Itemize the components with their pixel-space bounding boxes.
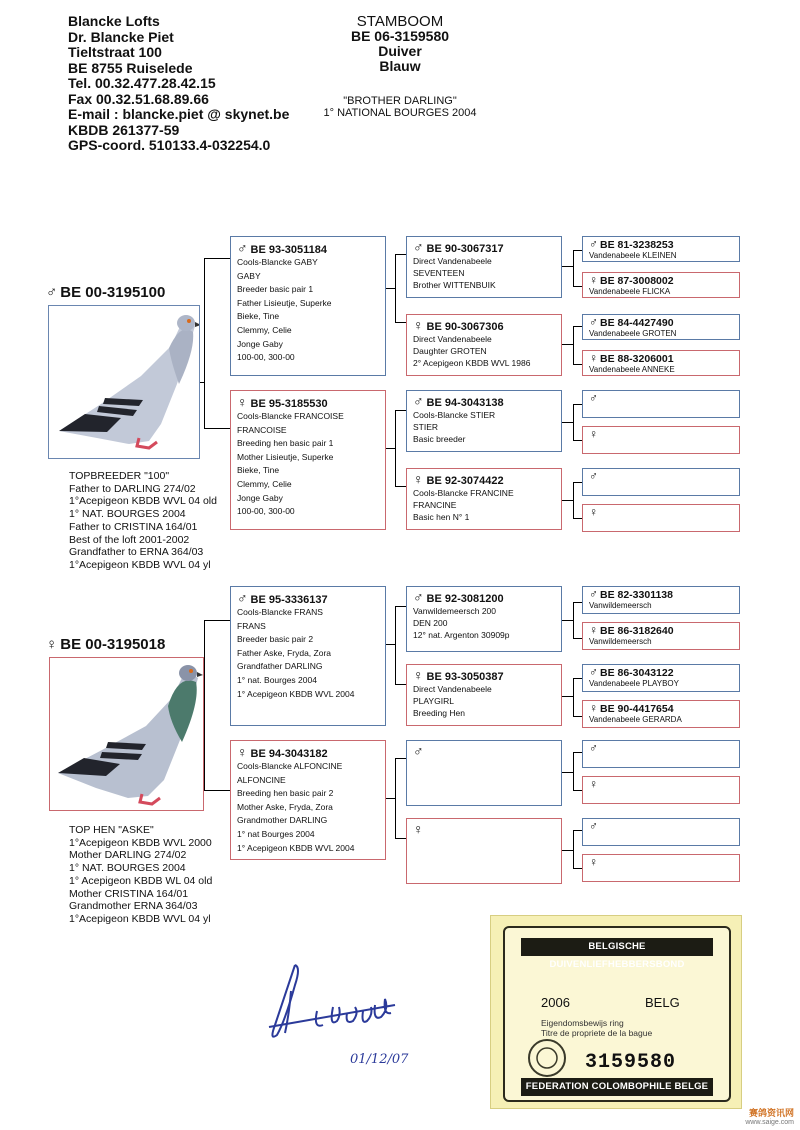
box-ring: BE 93-3050387 xyxy=(426,671,504,683)
box-ring: BE 94-3043138 xyxy=(426,397,504,409)
box-line: FRANCINE xyxy=(413,500,457,510)
box-line: Mother Aske, Fryda, Zora xyxy=(237,801,333,812)
certificate-owner-label: Eigendomsbewijs ring xyxy=(541,1018,624,1028)
pedigree-box-sire-sire xyxy=(230,236,386,376)
pedigree-box-ddss-empty xyxy=(582,740,740,768)
box-line: Cools-Blancke GABY xyxy=(237,257,318,267)
doc-title: STAMBOOM xyxy=(356,13,444,30)
connector xyxy=(395,758,396,838)
male-symbol-icon: ♂ xyxy=(589,741,598,755)
box-line: Vandenabeele ANNEKE xyxy=(589,365,675,374)
connector xyxy=(562,500,573,501)
certificate-ring-number: 3159580 xyxy=(585,1051,677,1074)
box-line: DEN 200 xyxy=(413,618,448,628)
male-symbol-icon: ♂ xyxy=(237,590,248,606)
box-line: Cools-Blancke FRANS xyxy=(237,607,323,617)
connector xyxy=(395,254,396,322)
female-symbol-icon: ♀ xyxy=(413,317,424,333)
box-line: Clemmy, Celie xyxy=(237,478,292,489)
connector xyxy=(573,286,582,287)
note-line: 1°Acepigeon KBDB WVL 04 yl xyxy=(69,558,211,571)
owner-line: Tel. 00.32.477.28.42.15 xyxy=(68,75,216,91)
pedigree-box-sire-dam xyxy=(230,390,386,530)
connector xyxy=(386,798,395,799)
sire-ring-text: BE 00-3195100 xyxy=(60,284,166,301)
box-line: Vandenabeele GROTEN xyxy=(589,329,677,338)
male-symbol-icon: ♂ xyxy=(237,240,248,256)
box-line: Clemmy, Celie xyxy=(237,324,292,335)
connector xyxy=(204,258,205,428)
pedigree-box-sss xyxy=(406,236,562,298)
box-ring: BE 86-3182640 xyxy=(600,625,674,637)
box-line: Basic breeder xyxy=(413,434,466,444)
box-ring: BE 90-4417654 xyxy=(600,703,674,715)
box-line: Breeder basic pair 1 xyxy=(237,284,314,295)
pedigree-box-dds-empty xyxy=(406,740,562,806)
pedigree-box-sdds-empty xyxy=(582,468,740,496)
female-symbol-icon: ♀ xyxy=(589,505,598,519)
box-line: 2° Acepigeon KBDB WVL 1986 xyxy=(413,358,531,368)
pedigree-box-dsdd xyxy=(582,700,740,728)
connector xyxy=(562,696,573,697)
box-line: 100-00, 300-00 xyxy=(237,506,295,517)
box-line: Breeding hen basic pair 2 xyxy=(237,788,334,799)
pedigree-box-ssds xyxy=(582,314,740,340)
box-line: Cools-Blancke FRANCOISE xyxy=(237,411,344,421)
connector xyxy=(573,518,582,519)
connector xyxy=(204,790,230,791)
note-line: TOPBREEDER "100" xyxy=(69,470,170,482)
box-line: Daughter GROTEN xyxy=(413,346,487,356)
dam-photo xyxy=(49,657,204,811)
pedigree-box-sddd-empty xyxy=(582,504,740,532)
owner-line: Dr. Blancke Piet xyxy=(68,28,174,45)
female-symbol-icon: ♀ xyxy=(589,351,598,365)
note-line: Grandmother ERNA 364/03 xyxy=(69,900,198,913)
male-symbol-icon: ♂ xyxy=(413,393,424,409)
subject-color: Blauw xyxy=(379,58,421,74)
box-line: Mother Lisieutje, Superke xyxy=(237,451,334,462)
connector xyxy=(395,486,406,487)
male-symbol-icon: ♂ xyxy=(589,587,598,601)
owner-line: BE 8755 Ruiselede xyxy=(68,59,193,76)
female-symbol-icon: ♀ xyxy=(589,777,598,791)
connector xyxy=(562,772,573,773)
box-ring: BE 87-3008002 xyxy=(600,275,674,287)
note-line: Mother DARLING 274/02 xyxy=(69,849,187,862)
connector xyxy=(573,482,582,483)
connector xyxy=(573,830,582,831)
box-line: STIER xyxy=(413,422,439,432)
connector xyxy=(573,830,574,868)
pedigree-box-sssd xyxy=(582,272,740,298)
male-symbol-icon: ♂ xyxy=(589,315,598,329)
connector xyxy=(562,422,573,423)
female-symbol-icon: ♀ xyxy=(589,701,598,715)
pedigree-box-dsd xyxy=(406,664,562,726)
female-symbol-icon: ♀ xyxy=(589,427,598,441)
subject-sex: Duiver xyxy=(378,43,422,59)
certificate-header: BELGISCHE DUIVENLIEFHEBBERSBOND xyxy=(521,938,713,956)
note-line: Father to DARLING 274/02 xyxy=(69,482,196,495)
box-ring: BE 81-3238253 xyxy=(600,239,674,251)
emblem-icon xyxy=(527,1038,567,1078)
box-line: 12° nat. Argenton 30909p xyxy=(413,630,510,640)
box-ring: BE 90-3067317 xyxy=(426,243,504,255)
pedigree-box-sdss-empty xyxy=(582,390,740,418)
box-line: FRANS xyxy=(237,620,266,631)
pedigree-box-sdd xyxy=(406,468,562,530)
watermark-text: 赛鸽资讯网 xyxy=(748,1108,794,1118)
pigeon-icon xyxy=(50,658,203,810)
note-line: 1°Acepigeon KBDB WVL 04 yl xyxy=(69,912,211,925)
box-line: Jonge Gaby xyxy=(237,492,283,503)
dam-notes xyxy=(69,824,212,926)
box-line: PLAYGIRL xyxy=(413,696,454,706)
female-symbol-icon: ♀ xyxy=(413,821,424,837)
connector xyxy=(562,266,573,267)
female-symbol-icon: ♀ xyxy=(46,636,58,653)
subject-nickname: "BROTHER DARLING" xyxy=(343,95,457,107)
connector xyxy=(573,482,574,518)
title-block xyxy=(300,14,500,74)
box-line: 1° Acepigeon KBDB WVL 2004 xyxy=(237,688,355,699)
male-symbol-icon: ♂ xyxy=(589,391,598,405)
connector xyxy=(573,602,582,603)
pedigree-box-sdsd-empty xyxy=(582,426,740,454)
dam-ring xyxy=(46,636,165,653)
box-line: Cools-Blancke FRANCINE xyxy=(413,488,514,498)
note-line: Mother CRISTINA 164/01 xyxy=(69,887,189,900)
male-symbol-icon: ♂ xyxy=(413,743,424,759)
sire-photo xyxy=(48,305,200,459)
signature-image xyxy=(255,955,435,1075)
sire-notes xyxy=(69,470,217,572)
box-line: Breeder basic pair 2 xyxy=(237,634,314,645)
box-ring: BE 88-3206001 xyxy=(600,353,674,365)
owner-line: Fax 00.32.51.68.89.66 xyxy=(68,90,209,107)
note-line: 1°Acepigeon KBDB WVL 2000 xyxy=(69,836,212,849)
connector xyxy=(395,684,406,685)
note-line: 1° NAT. BOURGES 2004 xyxy=(69,508,186,521)
pedigree-box-dam-sire xyxy=(230,586,386,726)
connector xyxy=(573,678,582,679)
connector xyxy=(573,638,582,639)
connector xyxy=(562,850,573,851)
connector xyxy=(395,606,406,607)
connector xyxy=(204,428,230,429)
connector xyxy=(573,404,574,440)
male-symbol-icon: ♂ xyxy=(589,665,598,679)
subject-achievement: 1° NATIONAL BOURGES 2004 xyxy=(323,107,477,119)
box-line: Bieke, Tine xyxy=(237,311,280,322)
connector xyxy=(395,410,396,486)
pedigree-box-ddsd-empty xyxy=(582,776,740,804)
owner-line: E-mail : blancke.piet @ skynet.be xyxy=(68,106,290,122)
female-symbol-icon: ♀ xyxy=(413,667,424,683)
female-symbol-icon: ♀ xyxy=(237,394,248,410)
box-line: Grandfather DARLING xyxy=(237,661,323,672)
note-line: TOP HEN "ASKE" xyxy=(69,824,154,836)
connector xyxy=(562,620,573,621)
pedigree-box-sds xyxy=(406,390,562,452)
connector xyxy=(395,322,406,323)
ring-certificate xyxy=(490,915,742,1109)
pedigree-box-dsds xyxy=(582,664,740,692)
box-line: 100-00, 300-00 xyxy=(237,352,295,363)
owner-block xyxy=(68,14,289,154)
connector xyxy=(204,620,205,790)
connector xyxy=(204,258,230,259)
connector xyxy=(573,678,574,716)
pedigree-box-dsss xyxy=(582,586,740,614)
connector xyxy=(204,620,230,621)
connector xyxy=(573,752,582,753)
watermark xyxy=(745,1106,794,1126)
box-line: Vandenabeele FLICKA xyxy=(589,287,671,296)
connector xyxy=(573,364,582,365)
note-line: 1° NAT. BOURGES 2004 xyxy=(69,862,186,875)
pedigree-box-ssd xyxy=(406,314,562,376)
box-ring: BE 92-3074422 xyxy=(426,475,504,487)
subject-ring: BE 06-3159580 xyxy=(350,28,450,44)
box-line: Direct Vandenabeele xyxy=(413,334,492,344)
box-ring: BE 92-3081200 xyxy=(426,593,504,605)
connector xyxy=(573,602,574,638)
box-line: Vandenabeele KLEINEN xyxy=(589,251,677,260)
connector xyxy=(573,326,582,327)
male-symbol-icon: ♂ xyxy=(46,284,58,301)
connector xyxy=(395,254,406,255)
connector xyxy=(395,838,406,839)
male-symbol-icon: ♂ xyxy=(589,819,598,833)
pedigree-box-dddd-empty xyxy=(582,854,740,882)
pedigree-box-dssd xyxy=(582,622,740,650)
pedigree-box-ddd-empty xyxy=(406,818,562,884)
connector xyxy=(573,440,582,441)
female-symbol-icon: ♀ xyxy=(413,471,424,487)
box-line: Cools-Blancke STIER xyxy=(413,410,496,420)
connector xyxy=(573,716,582,717)
connector xyxy=(395,410,406,411)
box-ring: BE 86-3043122 xyxy=(600,667,674,679)
box-line: Grandmother DARLING xyxy=(237,815,328,826)
certificate-owner-label-fr: Titre de propriete de la bague xyxy=(541,1028,653,1038)
sire-ring xyxy=(46,284,165,301)
connector xyxy=(573,250,574,286)
male-symbol-icon: ♂ xyxy=(413,239,424,255)
box-line: Father Aske, Fryda, Zora xyxy=(237,647,332,658)
note-line: Best of the loft 2001-2002 xyxy=(69,533,190,546)
box-ring: BE 95-3185530 xyxy=(250,398,328,410)
box-line: 1° nat Bourges 2004 xyxy=(237,828,315,839)
connector xyxy=(395,758,406,759)
box-line: FRANCOISE xyxy=(237,424,287,435)
box-line: Cools-Blancke ALFONCINE xyxy=(237,761,343,771)
nickname-block xyxy=(300,95,500,119)
dam-ring-text: BE 00-3195018 xyxy=(60,636,166,653)
box-line: 1° nat. Bourges 2004 xyxy=(237,674,317,685)
owner-line: Tieltstraat 100 xyxy=(68,44,162,60)
connector xyxy=(573,404,582,405)
box-line: Breeding Hen xyxy=(413,708,465,718)
box-line: Jonge Gaby xyxy=(237,338,283,349)
male-symbol-icon: ♂ xyxy=(589,469,598,483)
owner-line: GPS-coord. 510133.4-032254.0 xyxy=(68,137,271,153)
male-symbol-icon: ♂ xyxy=(589,237,598,251)
box-line: Bieke, Tine xyxy=(237,465,280,476)
box-line: Vandenabeele PLAYBOY xyxy=(589,679,679,688)
box-line: Vanwildemeersch xyxy=(589,601,652,610)
box-ring: BE 93-3051184 xyxy=(250,244,327,256)
box-line: Breeding hen basic pair 1 xyxy=(237,438,334,449)
box-line: GABY xyxy=(237,270,261,281)
certificate-footer: FEDERATION COLOMBOPHILE BELGE xyxy=(521,1078,713,1096)
pedigree-box-ssss xyxy=(582,236,740,262)
certificate-frame xyxy=(503,926,731,1102)
certificate-year: 2006 xyxy=(541,995,570,1010)
box-line: ALFONCINE xyxy=(237,774,286,785)
female-symbol-icon: ♀ xyxy=(589,855,598,869)
certificate-country: BELG xyxy=(645,995,680,1010)
box-ring: BE 95-3336137 xyxy=(250,594,328,606)
box-ring: BE 90-3067306 xyxy=(426,321,504,333)
connector xyxy=(200,382,204,383)
connector xyxy=(573,868,582,869)
note-line: Father to CRISTINA 164/01 xyxy=(69,520,198,533)
female-symbol-icon: ♀ xyxy=(589,273,598,287)
connector xyxy=(573,326,574,364)
box-line: Basic hen N° 1 xyxy=(413,512,470,522)
connector xyxy=(573,250,582,251)
box-ring: BE 84-4427490 xyxy=(600,317,674,329)
owner-line: Blancke Lofts xyxy=(68,13,160,29)
box-line: SEVENTEEN xyxy=(413,268,465,278)
connector xyxy=(386,644,395,645)
connector xyxy=(395,606,396,684)
male-symbol-icon: ♂ xyxy=(413,589,424,605)
pigeon-icon xyxy=(49,306,199,458)
box-line: Direct Vandenabeele xyxy=(413,256,492,266)
box-line: Direct Vandenabeele xyxy=(413,684,492,694)
female-symbol-icon: ♀ xyxy=(589,623,598,637)
watermark-url: www.saige.com xyxy=(745,1119,794,1126)
box-ring: BE 82-3301138 xyxy=(600,589,673,601)
pedigree-box-ddds-empty xyxy=(582,818,740,846)
note-line: 1° Acepigeon KBDB WL 04 old xyxy=(69,874,213,887)
note-line: Grandfather to ERNA 364/03 xyxy=(69,546,204,559)
signature-date: 01/12/07 xyxy=(350,1052,409,1067)
connector xyxy=(562,344,573,345)
pedigree-box-dam-dam xyxy=(230,740,386,860)
box-line: Vanwildemeersch xyxy=(589,637,652,646)
note-line: 1°Acepigeon KBDB WVL 04 old xyxy=(69,495,217,508)
connector xyxy=(573,790,582,791)
box-line: Brother WITTENBUIK xyxy=(413,280,496,290)
box-line: Vandenabeele GERARDA xyxy=(589,715,682,724)
pedigree-box-ssdd xyxy=(582,350,740,376)
female-symbol-icon: ♀ xyxy=(237,744,248,760)
connector xyxy=(573,752,574,790)
box-ring: BE 94-3043182 xyxy=(250,748,328,760)
box-line: Vanwildemeersch 200 xyxy=(413,606,496,616)
pedigree-box-dss xyxy=(406,586,562,652)
box-line: Father Lisieutje, Superke xyxy=(237,297,332,308)
box-line: 1° Acepigeon KBDB WVL 2004 xyxy=(237,842,355,853)
connector xyxy=(386,448,395,449)
owner-line: KBDB 261377-59 xyxy=(68,121,180,138)
connector xyxy=(386,288,395,289)
